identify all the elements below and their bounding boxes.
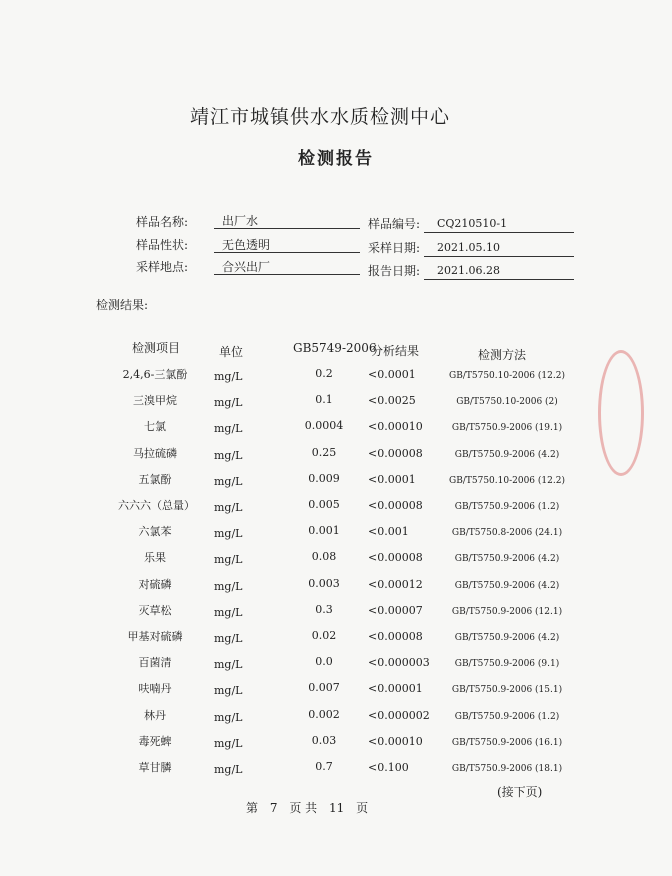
row-unit: mg/L xyxy=(214,396,243,410)
report-org-title: 靖江市城镇供水水质检测中心 xyxy=(189,106,450,128)
row-result: <0.00008 xyxy=(368,630,423,643)
row-limit: 0.1 xyxy=(315,393,333,407)
row-limit: 0.007 xyxy=(308,681,340,695)
page-total: 11 xyxy=(328,801,345,815)
sampling-date-value: 2021.05.10 xyxy=(437,241,500,254)
report-subtitle: 检测报告 xyxy=(298,149,374,169)
row-unit: mg/L xyxy=(214,710,243,724)
row-method: GB/T5750.9-2006 (18.1) xyxy=(451,764,563,774)
row-result: <0.100 xyxy=(368,761,409,774)
row-result: <0.00010 xyxy=(368,420,423,434)
row-limit: 0.2 xyxy=(315,367,333,380)
row-unit: mg/L xyxy=(214,422,243,436)
row-method: GB/T5750.8-2006 (24.1) xyxy=(451,528,563,539)
row-unit: mg/L xyxy=(214,684,243,698)
row-method: GB/T5750.9-2006 (4.2) xyxy=(454,449,560,460)
row-result: <0.00008 xyxy=(368,446,423,460)
row-unit: mg/L xyxy=(214,763,243,776)
sample-name-label: 样品名称: xyxy=(136,215,189,229)
red-seal-stamp xyxy=(598,350,644,476)
page-footer xyxy=(246,799,368,816)
row-method: GB/T5750.9-2006 (16.1) xyxy=(451,737,563,748)
row-unit: mg/L xyxy=(214,632,243,645)
row-item: 六氯苯 xyxy=(138,525,172,539)
row-method: GB/T5750.10-2006 (12.2) xyxy=(449,371,565,381)
row-unit: mg/L xyxy=(214,553,243,567)
row-limit: 0.0004 xyxy=(304,419,344,433)
row-limit: 0.02 xyxy=(311,629,337,642)
row-limit: 0.25 xyxy=(311,445,337,459)
header-result: 分析结果 xyxy=(371,344,420,358)
row-result: <0.0001 xyxy=(368,368,416,381)
report-date-underline xyxy=(424,279,574,280)
row-limit: 0.009 xyxy=(308,471,340,485)
row-unit: mg/L xyxy=(214,474,243,488)
report-date-label: 报告日期: xyxy=(368,264,421,278)
header-method: 检测方法 xyxy=(478,348,527,362)
report-date-value: 2021.06.28 xyxy=(437,264,500,277)
sampling-date-underline xyxy=(424,256,574,257)
row-limit: 0.005 xyxy=(308,498,340,511)
header-unit: 单位 xyxy=(219,345,244,359)
row-limit: 0.3 xyxy=(315,602,333,616)
row-result: <0.00008 xyxy=(368,499,423,512)
row-result: <0.00012 xyxy=(368,577,423,591)
row-item: 七氯 xyxy=(144,420,166,434)
row-method: GB/T5750.9-2006 (12.1) xyxy=(451,606,563,617)
continued-note: (接下页) xyxy=(497,785,543,799)
page-prefix: 第 xyxy=(246,801,259,815)
row-item: 乐果 xyxy=(144,551,166,565)
row-method: GB/T5750.9-2006 (15.1) xyxy=(451,685,563,696)
row-limit: 0.003 xyxy=(308,576,340,590)
row-result: <0.001 xyxy=(368,525,409,539)
row-limit: 0.002 xyxy=(308,707,340,721)
sample-name-underline xyxy=(214,228,360,229)
row-result: <0.000003 xyxy=(368,656,430,670)
row-item: 2,4,6-三氯酚 xyxy=(122,368,188,381)
sampling-site-value: 合兴出厂 xyxy=(222,260,271,274)
row-item: 呋喃丹 xyxy=(138,682,172,696)
row-method: GB/T5750.9-2006 (9.1) xyxy=(454,659,560,670)
row-limit: 0.03 xyxy=(311,733,337,747)
row-unit: mg/L xyxy=(214,448,243,462)
row-result: <0.00010 xyxy=(368,734,423,748)
row-item: 草甘膦 xyxy=(138,761,172,774)
row-result: <0.00001 xyxy=(368,682,423,696)
row-method: GB/T5750.9-2006 (4.2) xyxy=(454,633,560,643)
sample-id-label: 样品编号: xyxy=(368,217,421,231)
header-standard: GB5749-2006 xyxy=(293,341,377,355)
sampling-date-label: 采样日期: xyxy=(368,241,421,255)
row-unit: mg/L xyxy=(214,736,243,750)
row-limit: 0.08 xyxy=(311,550,337,564)
row-unit: mg/L xyxy=(214,658,243,672)
row-method: GB/T5750.9-2006 (19.1) xyxy=(451,423,563,434)
row-limit: 0.001 xyxy=(308,524,340,538)
row-result: <0.00007 xyxy=(368,603,423,617)
row-unit: mg/L xyxy=(214,527,243,541)
sampling-site-label: 采样地点: xyxy=(136,260,189,274)
row-unit: mg/L xyxy=(214,579,243,593)
row-result: <0.00008 xyxy=(368,551,423,565)
row-item: 甲基对硫磷 xyxy=(127,630,183,643)
sample-id-underline xyxy=(424,232,574,233)
sample-nature-underline xyxy=(214,252,360,253)
sample-nature-value: 无色透明 xyxy=(222,238,271,252)
row-item: 毒死蜱 xyxy=(138,734,172,748)
row-limit: 0.7 xyxy=(315,760,333,773)
sample-nature-label: 样品性状: xyxy=(136,238,189,252)
row-item: 五氯酚 xyxy=(138,472,172,486)
sample-id-value: CQ210510-1 xyxy=(437,217,508,230)
sample-name-value: 出厂水 xyxy=(222,214,259,228)
row-result: <0.0001 xyxy=(368,472,416,486)
row-unit: mg/L xyxy=(214,501,243,514)
row-unit: mg/L xyxy=(214,605,243,619)
row-method: GB/T5750.9-2006 (1.2) xyxy=(454,502,560,512)
row-item: 林丹 xyxy=(144,708,166,722)
row-result: <0.0025 xyxy=(368,394,416,408)
row-item: 马拉硫磷 xyxy=(133,446,177,460)
row-method: GB/T5750.9-2006 (4.2) xyxy=(454,580,560,591)
row-item: 六六六（总量） xyxy=(118,499,195,512)
row-item: 灭草松 xyxy=(138,603,172,617)
page-suffix: 页 xyxy=(356,801,369,815)
row-method: GB/T5750.9-2006 (4.2) xyxy=(454,554,560,565)
row-method: GB/T5750.10-2006 (12.2) xyxy=(449,475,565,486)
page-mid: 页 共 xyxy=(289,801,318,815)
sampling-site-underline xyxy=(214,274,360,275)
row-method: GB/T5750.10-2006 (2) xyxy=(456,397,558,408)
row-result: <0.000002 xyxy=(368,708,430,722)
row-item: 对硫磷 xyxy=(138,577,172,591)
results-label: 检测结果: xyxy=(96,298,149,312)
row-method: GB/T5750.9-2006 (1.2) xyxy=(454,711,560,722)
page-current: 7 xyxy=(269,801,278,815)
row-unit: mg/L xyxy=(214,370,243,383)
row-item: 三溴甲烷 xyxy=(133,394,177,408)
row-item: 百菌清 xyxy=(138,656,172,670)
header-item: 检测项目 xyxy=(132,341,181,355)
row-limit: 0.0 xyxy=(315,655,333,669)
